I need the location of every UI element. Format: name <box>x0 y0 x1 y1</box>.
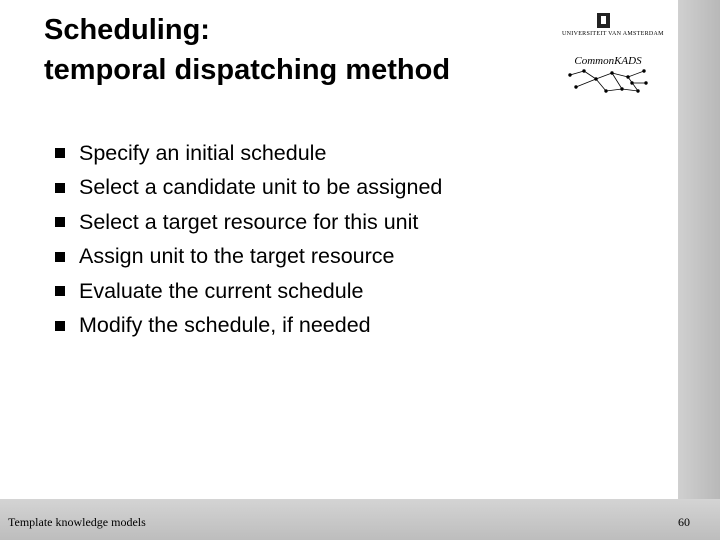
title-line-1: Scheduling: <box>44 14 210 46</box>
bullet-text: Select a target resource for this unit <box>79 209 419 234</box>
square-bullet-icon <box>55 183 65 193</box>
square-bullet-icon <box>55 286 65 296</box>
right-decorative-bar <box>678 0 720 540</box>
bullet-item <box>55 274 442 309</box>
square-bullet-icon <box>55 252 65 262</box>
bullet-text: Modify the schedule, if needed <box>79 313 371 338</box>
square-bullet-icon <box>55 148 65 158</box>
bullet-text: Select a candidate unit to be assigned <box>79 175 443 200</box>
university-logo <box>562 13 664 39</box>
bullet-item <box>55 205 442 240</box>
page-number: 60 <box>678 515 690 529</box>
bullet-text: Evaluate the current schedule <box>79 278 364 303</box>
bullet-item <box>55 309 442 344</box>
title-line-2: temporal dispatching method <box>44 54 451 86</box>
bullet-list <box>55 136 442 343</box>
square-bullet-icon <box>55 217 65 227</box>
crest-icon <box>597 13 610 28</box>
slide-title <box>44 10 450 90</box>
bullet-text: Specify an initial schedule <box>79 140 327 165</box>
commonkads-logo-text: CommonKADS <box>574 55 642 67</box>
square-bullet-icon <box>55 321 65 331</box>
network-graph-icon <box>566 67 650 97</box>
commonkads-logo <box>566 55 650 97</box>
bullet-item <box>55 240 442 275</box>
bullet-item <box>55 136 442 171</box>
bullet-text: Assign unit to the target resource <box>79 244 395 269</box>
university-logo-text: UNIVERSITEIT VAN AMSTERDAM <box>562 31 664 37</box>
footer-course-title: Template knowledge models <box>8 515 146 529</box>
bullet-item <box>55 171 442 206</box>
